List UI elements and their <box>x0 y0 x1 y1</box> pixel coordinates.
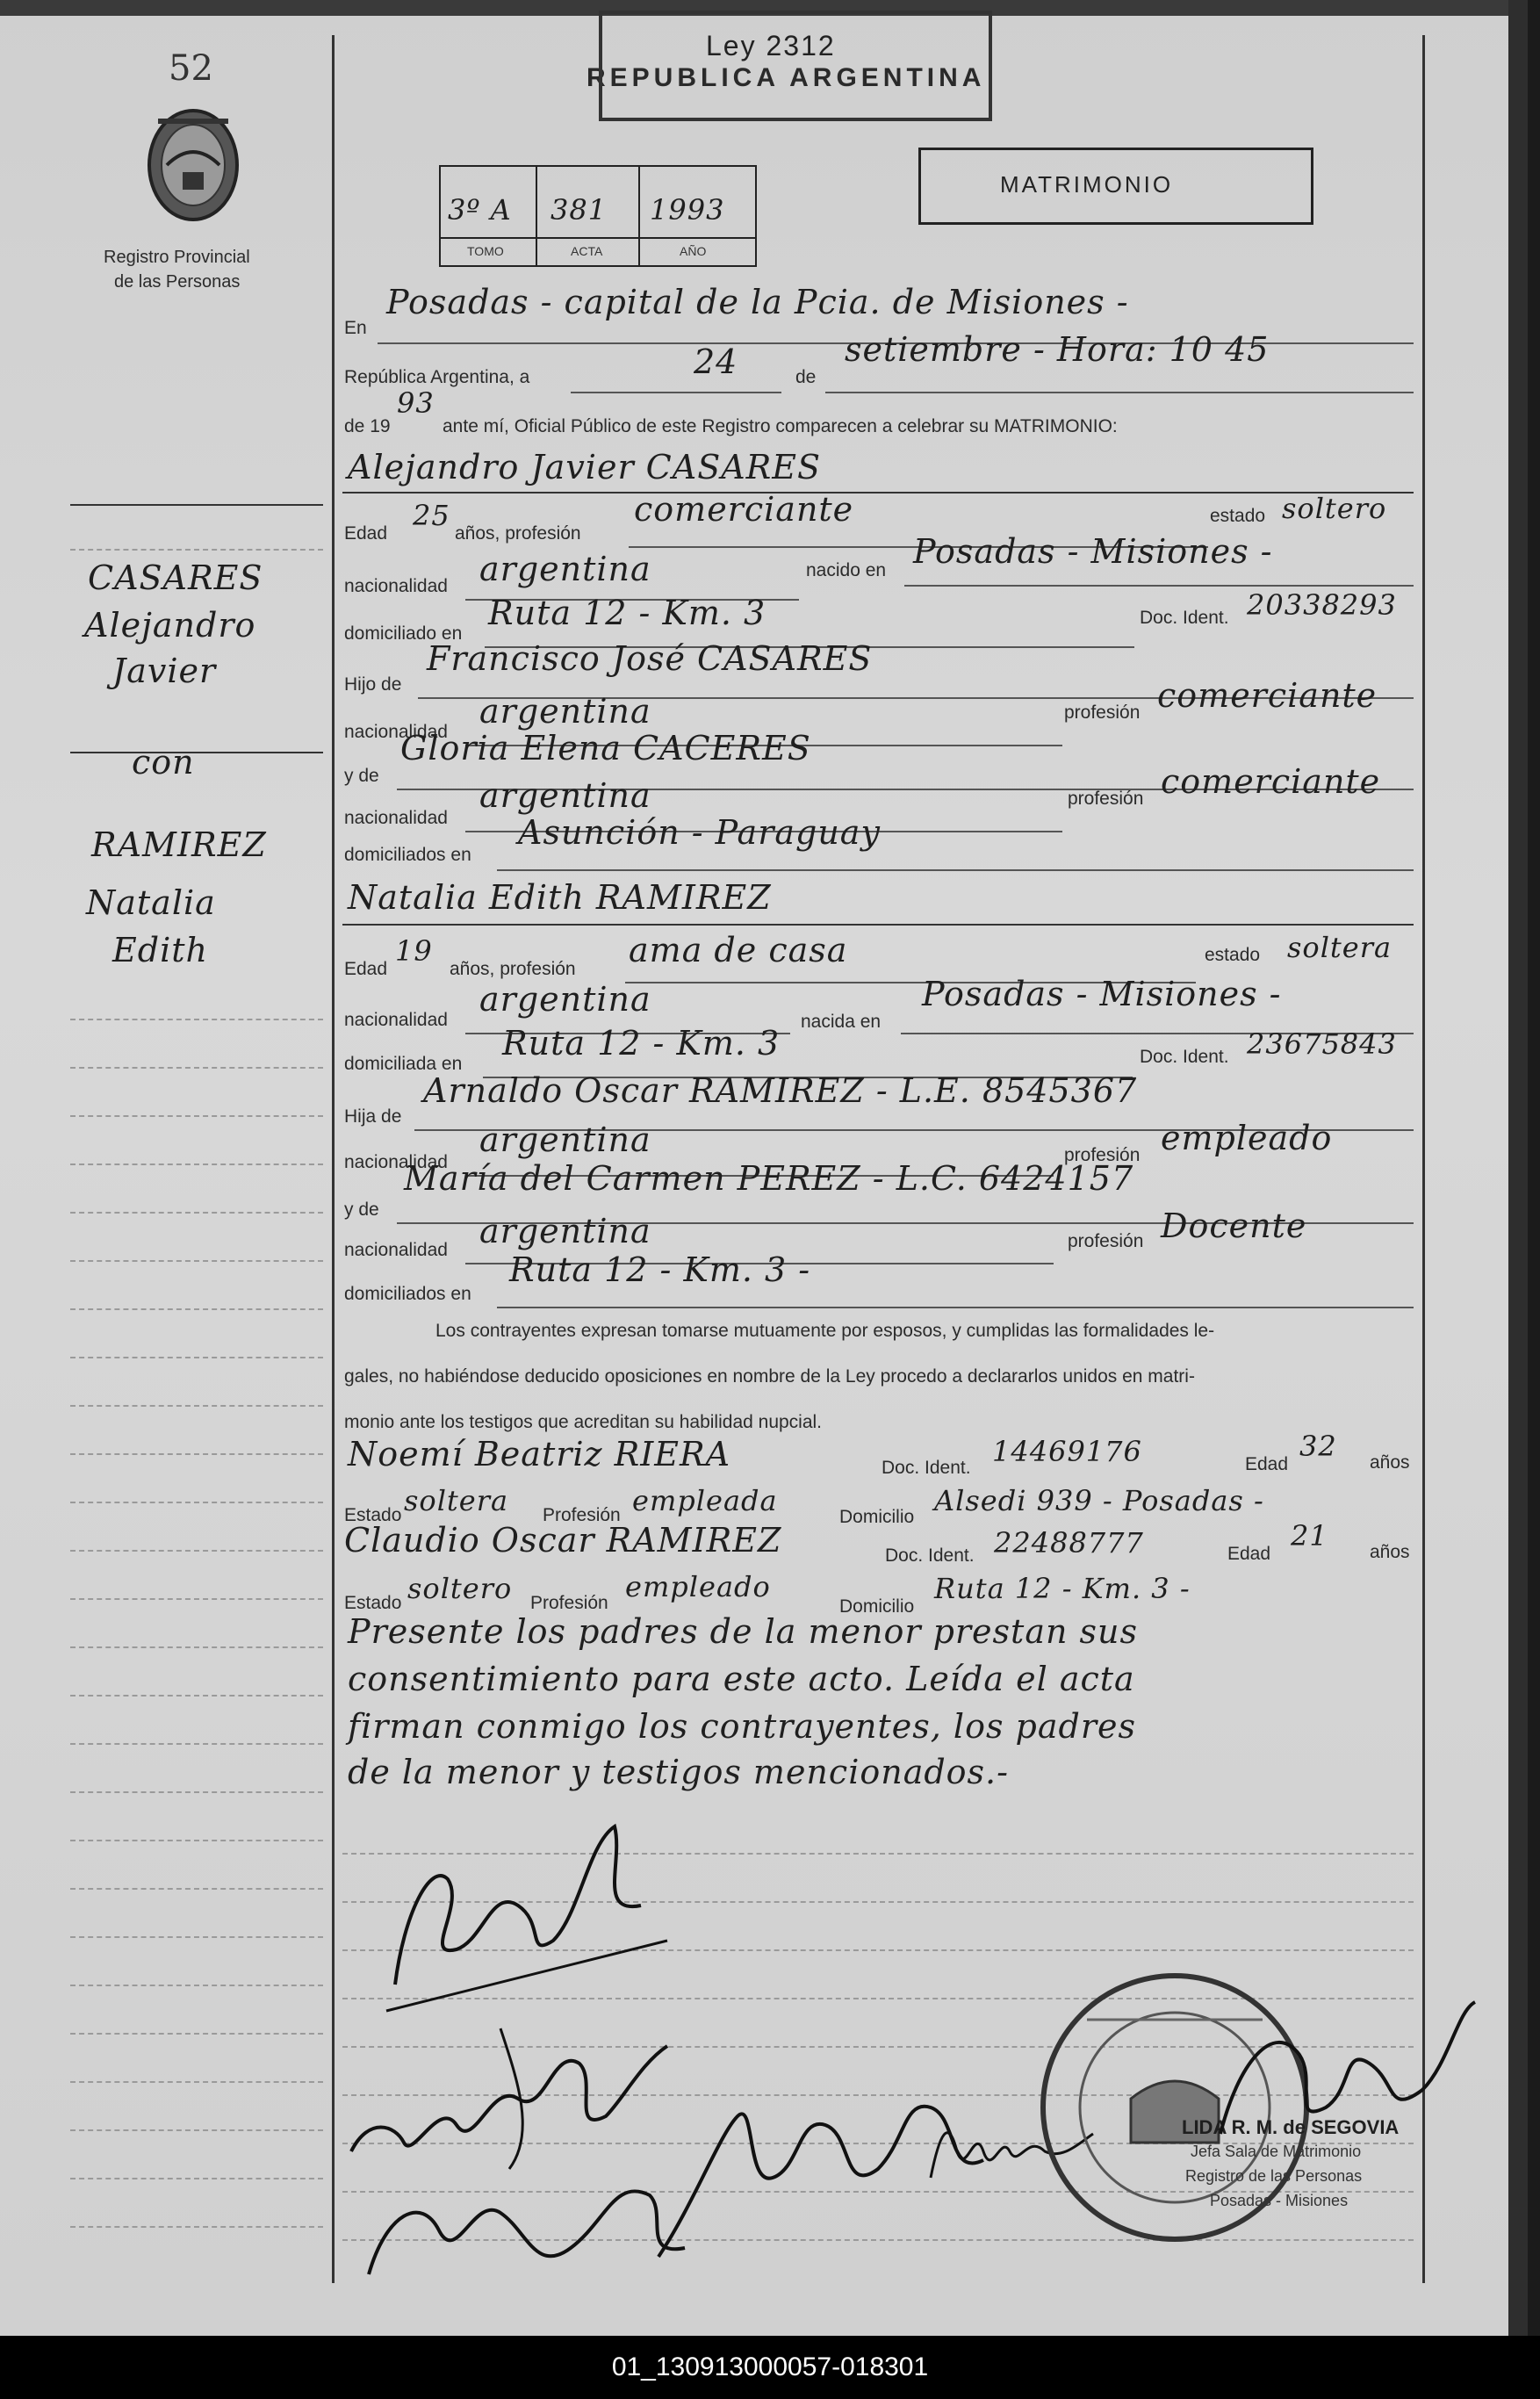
bride-doc-label: Doc. Ident. <box>1140 1047 1229 1067</box>
groom-estado: soltero <box>1282 492 1387 525</box>
law-stamp-text: Ley 2312 <box>706 30 836 61</box>
intro-text: ante mí, Oficial Público de este Registro comparecen a celebrar su MATRIMONIO: <box>443 416 1118 436</box>
tomo-value: 3º A <box>448 193 512 227</box>
bride-edad-label: Edad <box>344 959 388 979</box>
signature-official <box>1203 1985 1484 2160</box>
month-de-label: de <box>795 367 817 387</box>
witness1-doc-label: Doc. Ident. <box>882 1458 971 1478</box>
margin-note-line5: RAMIREZ <box>91 825 267 864</box>
bride-estado: soltera <box>1287 931 1392 964</box>
groom-mother-label: y de <box>344 766 379 786</box>
country-heading: REPUBLICA ARGENTINA <box>586 63 986 92</box>
page-number: 52 <box>169 48 213 89</box>
ano-value: 1993 <box>650 193 725 227</box>
declaration-line2: gales, no habiéndose deducido oposiciones en nombre de la Ley procedo a declararlos unidos en matri- <box>344 1366 1195 1387</box>
bride-estado-label: estado <box>1205 945 1261 965</box>
year-prefix: de 19 <box>344 416 391 436</box>
groom-father-prof-label: profesión <box>1064 702 1141 723</box>
bride-birthplace: Posadas - Misiones - <box>922 975 1282 1013</box>
witness1-name: Noemí Beatriz RIERA <box>348 1435 731 1473</box>
notes-line3: firman conmigo los contrayentes, los padres <box>348 1707 1136 1746</box>
groom-domicilio-label: domiciliado en <box>344 623 463 644</box>
witness2-doc-label: Doc. Ident. <box>885 1545 975 1566</box>
groom-birthplace: Posadas - Misiones - <box>913 532 1273 571</box>
witness1-profesion-label: Profesión <box>543 1505 621 1525</box>
notes-line2: consentimiento para este acto. Leída el acta <box>348 1660 1135 1698</box>
witness1-estado-label: Estado <box>344 1505 402 1525</box>
groom-profession: comerciante <box>634 490 854 529</box>
margin-note-line1: CASARES <box>88 558 263 597</box>
acta-value: 381 <box>551 193 608 227</box>
witness2-profesion-label: Profesión <box>530 1593 608 1613</box>
country-date-label: República Argentina, a <box>344 367 530 387</box>
bride-father-nat: argentina <box>479 1120 651 1159</box>
groom-mother-nat: argentina <box>479 776 651 815</box>
bride-mother-prof-label: profesión <box>1068 1231 1144 1251</box>
bride-domicilio-label: domiciliada en <box>344 1054 463 1074</box>
registry-name-line1: Registro Provincial <box>104 248 250 267</box>
margin-note-line6: Natalia <box>86 883 216 922</box>
record-type-box <box>918 148 1313 225</box>
bride-mother-nat: argentina <box>479 1212 651 1250</box>
official-stamp-line3: Registro de las Personas <box>1185 2167 1363 2185</box>
bride-nacionalidad: argentina <box>479 980 651 1019</box>
bride-name: Natalia Edith RAMIREZ <box>348 878 772 917</box>
right-margin-line <box>1422 35 1425 2283</box>
groom-mother-prof: comerciante <box>1161 762 1381 801</box>
witness2-domicilio: Ruta 12 - Km. 3 - <box>934 1572 1191 1605</box>
witness1-anos-label: años <box>1370 1452 1410 1473</box>
acta-label: ACTA <box>571 244 603 258</box>
witness1-domicilio-label: Domicilio <box>839 1507 915 1527</box>
groom-father-nat-label: nacionalidad <box>344 722 448 742</box>
groom-parents-dom-label: domiciliados en <box>344 845 471 865</box>
record-type-label: MATRIMONIO <box>1000 171 1174 198</box>
witness1-doc: 14469176 <box>992 1435 1142 1468</box>
day-value: 24 <box>694 342 738 381</box>
witness2-estado-label: Estado <box>344 1593 402 1613</box>
bride-mother-label: y de <box>344 1200 379 1220</box>
year-value: 93 <box>397 386 435 420</box>
witness2-doc: 22488777 <box>994 1526 1144 1560</box>
margin-note-line2: Alejandro <box>84 606 256 645</box>
groom-nacionalidad-label: nacionalidad <box>344 576 448 596</box>
bride-father-label: Hija de <box>344 1106 402 1127</box>
groom-nacionalidad: argentina <box>479 550 651 588</box>
groom-nacido-label: nacido en <box>806 560 887 580</box>
bride-mother: María del Carmen PEREZ - L.C. 6424157 <box>404 1159 1134 1198</box>
official-stamp-line2: Jefa Sala de Matrimonio <box>1191 2143 1362 2160</box>
left-margin-line <box>332 35 335 2283</box>
bride-nacida-label: nacida en <box>801 1012 882 1032</box>
bride-father: Arnaldo Oscar RAMIREZ - L.E. 8545367 <box>423 1071 1138 1110</box>
margin-note-line7: Edith <box>112 931 208 969</box>
witness2-edad-label: Edad <box>1227 1544 1271 1564</box>
bride-anos-prof-label: años, profesión <box>450 959 576 979</box>
witness1-profesion: empleada <box>632 1484 778 1517</box>
groom-age: 25 <box>413 499 450 532</box>
groom-mother: Gloria Elena CACERES <box>400 729 811 767</box>
groom-father-prof: comerciante <box>1157 676 1378 715</box>
bride-father-nat-label: nacionalidad <box>344 1152 448 1172</box>
bride-father-prof-label: profesión <box>1064 1145 1141 1165</box>
month-time-value: setiembre - Hora: 10 45 <box>845 330 1270 369</box>
official-stamp-line4: Posadas - Misiones <box>1210 2192 1349 2209</box>
witness2-age: 21 <box>1291 1519 1328 1553</box>
en-label: En <box>344 318 367 338</box>
witness1-edad-label: Edad <box>1245 1454 1289 1474</box>
place-value: Posadas - capital de la Pcia. de Misiones - <box>386 283 1129 321</box>
witness1-domicilio: Alsedi 939 - Posadas - <box>934 1484 1264 1517</box>
groom-estado-label: estado <box>1210 506 1266 526</box>
bride-doc: 23675843 <box>1247 1027 1397 1061</box>
groom-mother-prof-label: profesión <box>1068 789 1144 809</box>
bride-profession: ama de casa <box>629 931 848 969</box>
witness2-estado: soltero <box>407 1572 513 1605</box>
witness2-profesion: empleado <box>625 1570 771 1603</box>
registry-name-line2: de las Personas <box>114 272 241 292</box>
witness2-name: Claudio Oscar RAMIREZ <box>344 1521 782 1560</box>
scan-right-edge <box>1508 0 1528 2336</box>
bride-father-prof: empleado <box>1161 1119 1333 1157</box>
witness1-age: 32 <box>1299 1430 1337 1463</box>
tomo-label: TOMO <box>467 244 504 258</box>
groom-father-label: Hijo de <box>344 674 402 695</box>
bride-mother-nat-label: nacionalidad <box>344 1240 448 1260</box>
declaration-line1: Los contrayentes expresan tomarse mutuamente por esposos, y cumplidas las formalidades le- <box>435 1321 1215 1341</box>
bride-nacionalidad-label: nacionalidad <box>344 1010 448 1030</box>
bride-parents-dom: Ruta 12 - Km. 3 - <box>509 1250 811 1289</box>
signature-groom <box>378 1809 676 2020</box>
notes-line4: de la menor y testigos mencionados.- <box>348 1753 1009 1791</box>
declaration-line3: monio ante los testigos que acreditan su habilidad nupcial. <box>344 1412 823 1432</box>
groom-parents-dom: Asunción - Paraguay <box>518 813 881 852</box>
margin-note-line4: con <box>132 743 195 782</box>
groom-doc: 20338293 <box>1247 588 1397 622</box>
groom-doc-label: Doc. Ident. <box>1140 608 1229 628</box>
groom-edad-label: Edad <box>344 523 388 544</box>
notes-line1: Presente los padres de la menor prestan sus <box>348 1612 1139 1651</box>
groom-father-nat: argentina <box>479 692 651 731</box>
witness1-estado: soltera <box>404 1484 509 1517</box>
groom-anos-prof-label: años, profesión <box>455 523 581 544</box>
ano-label: AÑO <box>680 244 707 258</box>
bride-mother-prof: Docente <box>1161 1207 1307 1245</box>
margin-note-line3: Javier <box>112 652 217 690</box>
groom-father: Francisco José CASARES <box>427 639 873 678</box>
witness2-anos-label: años <box>1370 1542 1410 1562</box>
groom-domicilio: Ruta 12 - Km. 3 <box>488 594 766 632</box>
bride-domicilio: Ruta 12 - Km. 3 <box>502 1024 781 1063</box>
official-stamp-name: LIDA R. M. de SEGOVIA <box>1182 2116 1400 2138</box>
law-stamp-box <box>599 11 992 121</box>
scan-file-id: 01_130913000057-018301 <box>0 2336 1540 2399</box>
bride-parents-dom-label: domiciliados en <box>344 1284 471 1304</box>
bride-age: 19 <box>395 934 433 968</box>
record-number-box <box>439 165 757 267</box>
groom-name: Alejandro Javier CASARES <box>348 448 822 486</box>
groom-mother-nat-label: nacionalidad <box>344 808 448 828</box>
witness2-domicilio-label: Domicilio <box>839 1596 915 1617</box>
provincial-coat-of-arms-icon <box>140 104 246 227</box>
